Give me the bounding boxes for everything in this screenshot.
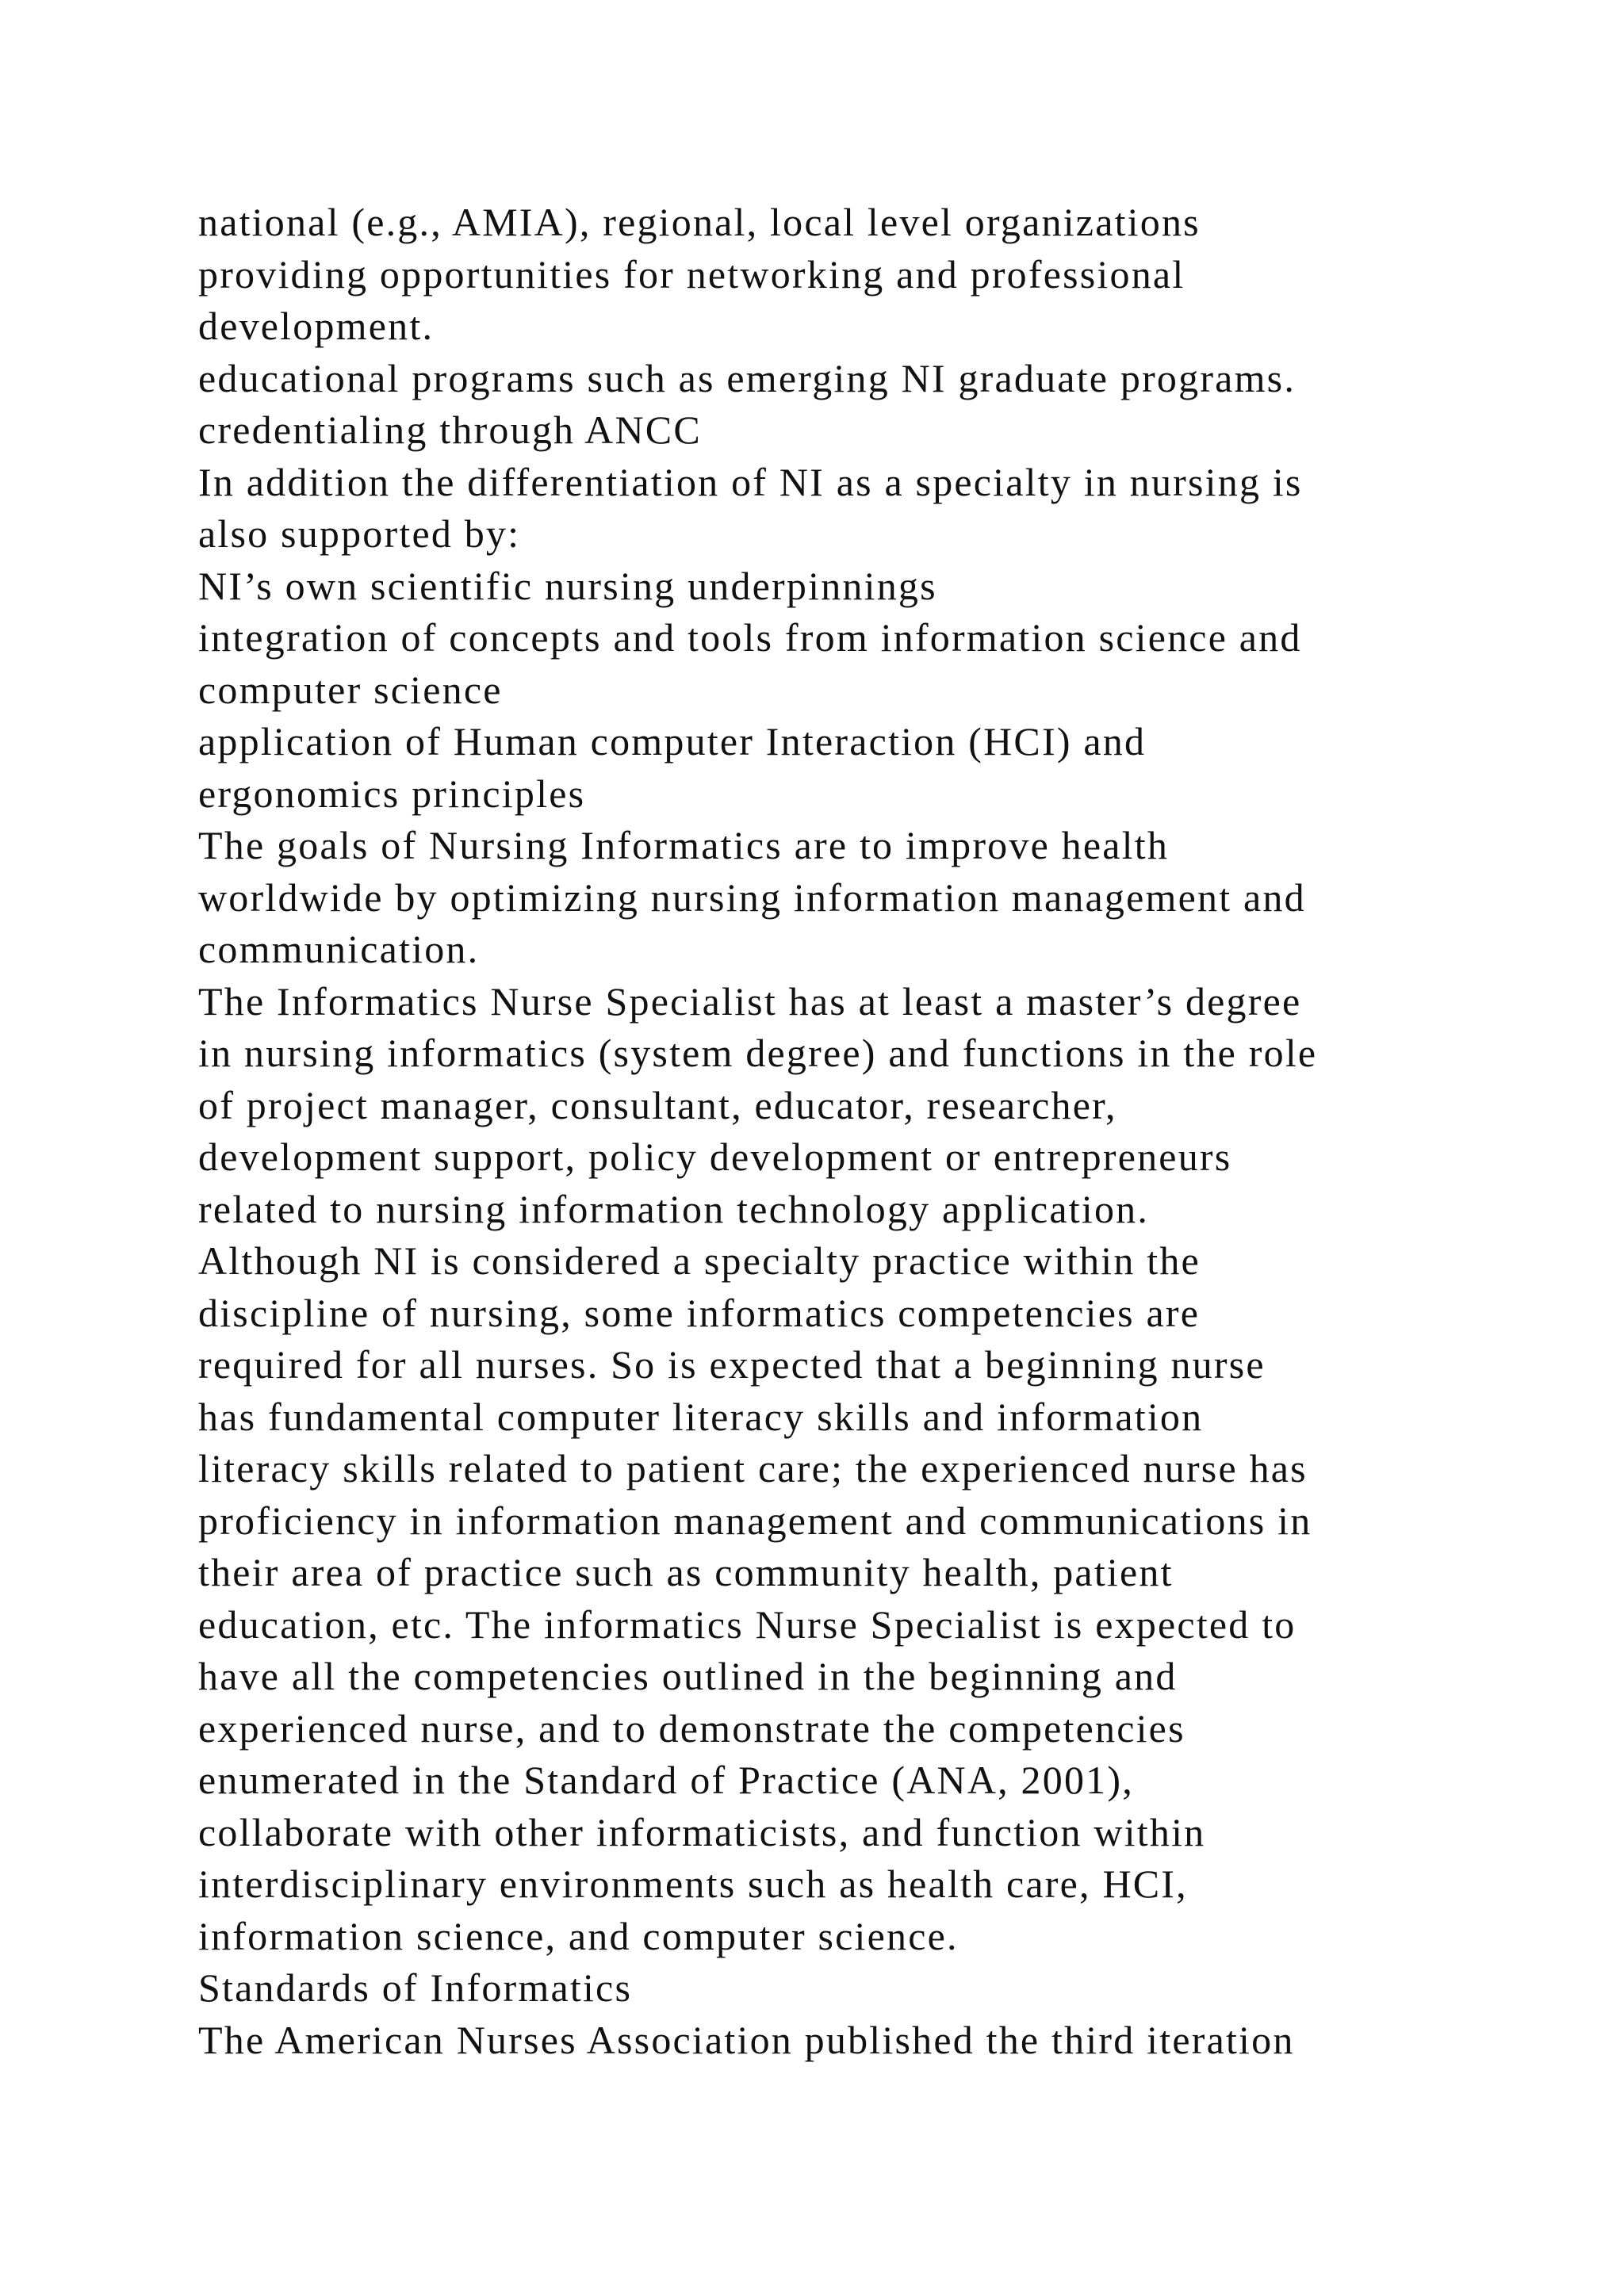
text-line: interdisciplinary environments such as health care, HCI, (198, 1862, 1188, 1906)
text-line: The American Nurses Association published the third iteration (198, 2017, 1295, 2062)
text-line: ergonomics principles (198, 771, 586, 816)
text-line: have all the competencies outlined in the beginning and (198, 1654, 1178, 1698)
text-line: integration of concepts and tools from information science and (198, 615, 1302, 660)
text-line: proficiency in information management and communications in (198, 1498, 1312, 1543)
text-line: literacy skills related to patient care; the experienced nurse has (198, 1446, 1308, 1490)
text-line: information science, and computer science. (198, 1913, 959, 1958)
text-line: collaborate with other informaticists, and function within (198, 1809, 1206, 1854)
text-line: development. (198, 304, 435, 348)
text-line: Although NI is considered a specialty practice within the (198, 1238, 1201, 1283)
document-body-text (198, 197, 1499, 2066)
text-line: worldwide by optimizing nursing information management and (198, 874, 1306, 920)
section-heading: Standards of Informatics (198, 1965, 633, 2010)
text-line: also supported by: (198, 511, 521, 556)
text-line: related to nursing information technology application. (198, 1186, 1150, 1231)
text-line: educational programs such as emerging NI graduate programs. (198, 355, 1297, 400)
text-line: The goals of Nursing Informatics are to improve health (198, 823, 1170, 867)
text-line: required for all nurses. So is expected that a beginning nurse (198, 1342, 1266, 1387)
text-line: providing opportunities for networking and professional (198, 251, 1185, 297)
text-line: credentialing through ANCC (198, 408, 702, 452)
text-line: education, etc. The informatics Nurse Specialist is expected to (198, 1601, 1297, 1647)
text-line: communication. (198, 927, 480, 971)
text-line: their area of practice such as community health, patient (198, 1550, 1174, 1594)
text-line: national (e.g., AMIA), regional, local level organizations (198, 200, 1201, 244)
text-line: discipline of nursing, some informatics competencies are (198, 1290, 1201, 1335)
text-line: enumerated in the Standard of Practice (ANA, 2001), (198, 1758, 1134, 1802)
text-line: In addition the differentiation of NI as a specialty in nursing is (198, 459, 1303, 504)
text-line: application of Human computer Interaction (HCI) and (198, 719, 1147, 763)
text-line: development support, policy development or entrepreneurs (198, 1135, 1232, 1179)
text-line: has fundamental computer literacy skills and information (198, 1394, 1204, 1439)
text-line: The Informatics Nurse Specialist has at least a master’s degree (198, 978, 1302, 1024)
text-line: of project manager, consultant, educator, researcher, (198, 1082, 1117, 1127)
text-line: experienced nurse, and to demonstrate the competencies (198, 1705, 1185, 1751)
text-line: NI’s own scientific nursing underpinnings (198, 563, 937, 608)
text-line: computer science (198, 667, 503, 712)
text-line: in nursing informatics (system degree) and functions in the role (198, 1031, 1318, 1075)
